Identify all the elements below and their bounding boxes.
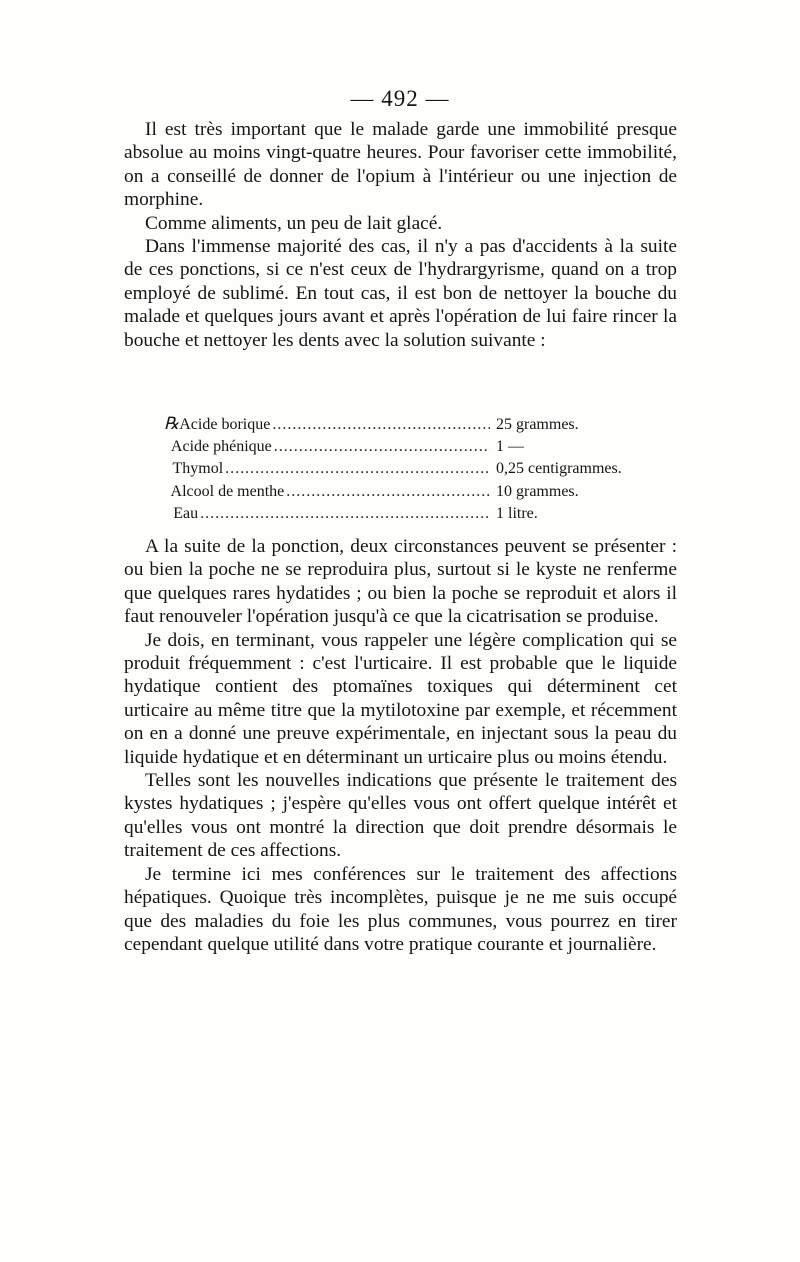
recipe-row	[164, 436, 674, 459]
text-block-bottom	[124, 535, 677, 956]
paragraph-ponction: A la suite de la ponction, deux circonstances peuvent se présenter : ou bien la poche ne se reproduira plus, surtout si le kyste ne renferme que quelques rares hydatides ; ou bien la poche se reproduit et alors il faut renouveler l'opération jusqu'à ce que la cicatrisation se produise.	[124, 536, 677, 628]
ingredient-name: Acide borique	[179, 416, 271, 433]
dot-leader	[272, 414, 490, 437]
ingredient-name: Thymol	[172, 460, 224, 477]
paragraph-aliments: Comme aliments, un peu de lait glacé.	[145, 212, 443, 234]
prescription-formula	[164, 413, 674, 526]
page-number: — 492 —	[350, 86, 450, 111]
ingredient-quantity: 1 litre.	[496, 505, 538, 522]
dot-leader	[200, 503, 490, 526]
dot-leader	[286, 481, 490, 504]
dot-leader	[274, 436, 490, 459]
ingredient-quantity: 1 —	[496, 437, 524, 455]
dot-leader	[225, 458, 490, 481]
ingredient-quantity: 0,25 centigrammes.	[496, 460, 622, 477]
ingredient-quantity: 25 grammes.	[496, 416, 579, 433]
paragraph-urticaire: Je dois, en terminant, vous rappeler une légère complication qui se produit fréquemment : c'est l'urticaire. Il est probable que le liquide hydatique contient des ptomaïnes toxiques qui déterminent cet urticaire au même titre que la mytilotoxine par exemple, et récemment on en a donné une preuve expérimentale, en injectant sous la peau du liquide hydatique et en déterminant un urticaire plus ou moins étendu.	[124, 629, 677, 768]
paragraph-accidents: Dans l'immense majorité des cas, il n'y a pas d'accidents à la suite de ces ponctions, si ce n'est ceux de l'hydrargyrisme, quand on a trop employé de sublimé. En tout cas, il est bon de nettoyer la bouche du malade et quelques jours avant et après l'opération de lui faire rincer la bouche et nettoyer les dents avec la solution suivante :	[124, 236, 677, 351]
recipe-row	[164, 503, 674, 526]
recipe-row	[164, 458, 674, 481]
paragraph-indications: Telles sont les nouvelles indications que présente le traitement des kystes hydatiques ; j'espère qu'elles vous ont offert quelque intérêt et qu'elles vous ont montré la direction que doit prendre désormais le traitement de ces affections.	[124, 770, 677, 862]
paragraph-conclusion: Je termine ici mes conférences sur le traitement des affections hépatiques. Quoique très incomplètes, puisque je ne me suis occupé que des maladies du foie les plus communes, vous pourrez en tirer cependant quelque utilité dans votre pratique courante et journalière.	[124, 863, 677, 955]
recipe-row	[164, 413, 674, 436]
ingredient-quantity: 10 grammes.	[496, 482, 579, 500]
recipe-symbol: ℞	[164, 414, 180, 433]
recipe-row	[164, 481, 674, 504]
ingredient-name: Eau	[173, 505, 199, 522]
ingredient-name: Acide phénique	[170, 437, 272, 455]
text-block-top	[124, 118, 677, 352]
paragraph-immobility: Il est très important que le malade garde une immobilité presque absolue au moins vingt-quatre heures. Pour favoriser cette immobilité, on a conseillé de donner de l'opium à l'intérieur ou une injection de morphine.	[124, 119, 677, 211]
ingredient-name: Alcool de menthe	[170, 482, 285, 500]
